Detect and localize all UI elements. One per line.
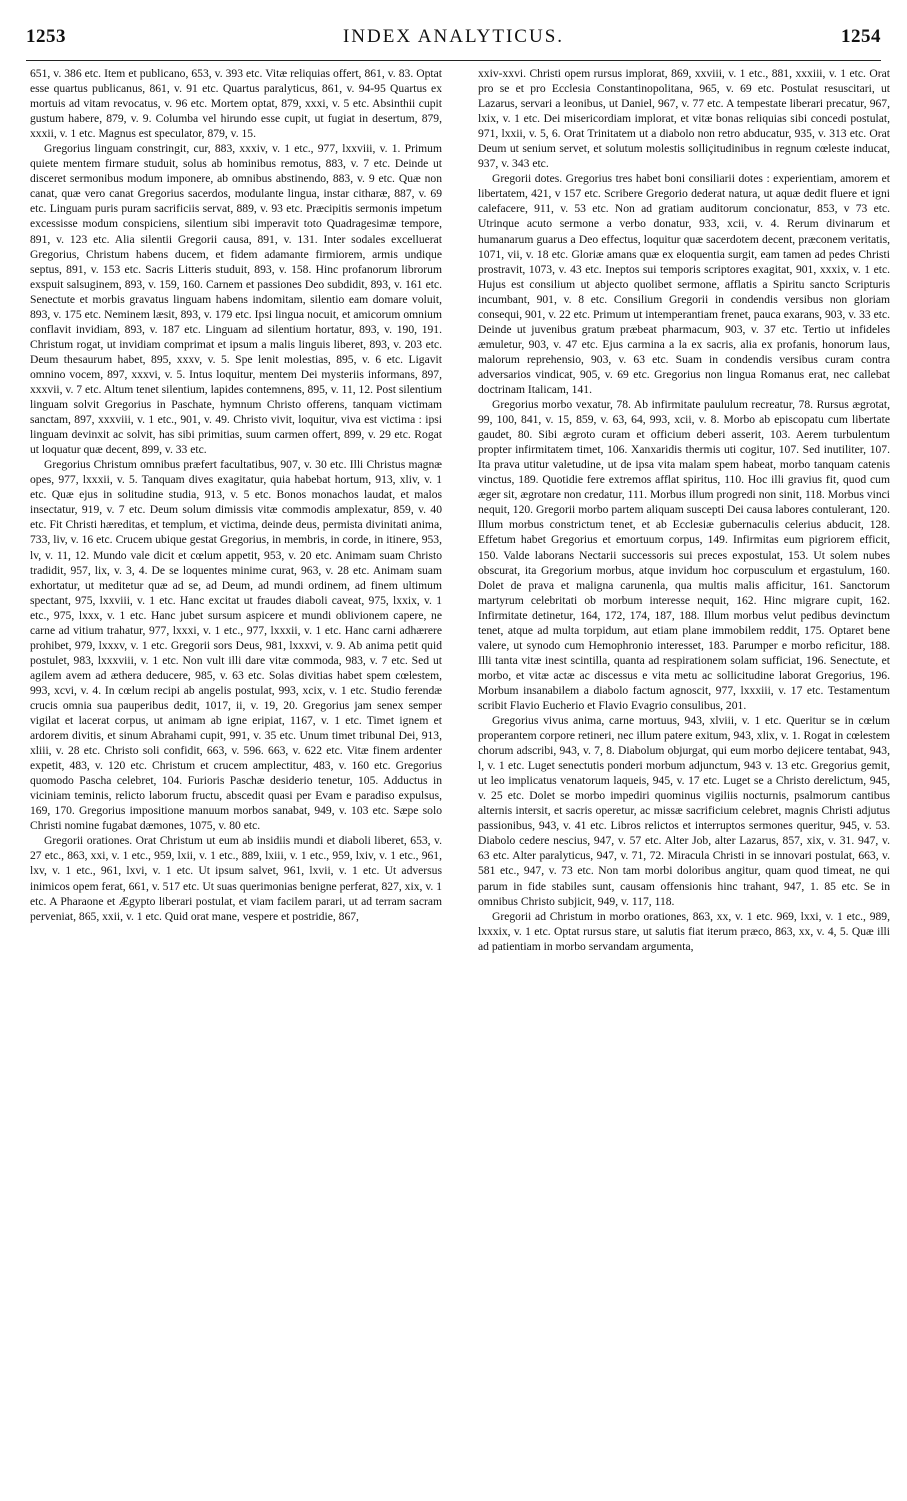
running-title: INDEX ANALYTICUS.: [342, 26, 565, 47]
index-entry: Gregorius vivus anima, carne mortuus, 943, xlviii, v. 1 etc. Queritur se in cœlum properantem corpore retineri, nec illum patere exitum, 943, xlix, v. 1. Rogat in cœlestem chorum adscribi, 943, v. 7, 8. Diabolum objurgat, qui eum morbo dejicere tentabat, 943, l, v. 1 etc. Luget senectutis ponderi morbum adjunctum, 943 v. 13 etc. Gregorius gemit, ut leo implicatus venatorum laqueis, 945, v. 17 etc. Luget se a Christo derelictum, 945, v. 25 etc. Dolet se morbo impediri quominus vigiliis nocturnis, psalmorum cantibus alternis intersit, et sacris operetur, ac missæ sacrificium celebret, magnis Christi adjutus passionibus, 943, v. 41 etc. Libros relictos et interruptos sermones queritur, 945, v. 53. Diabolo cedere nescius, 947, v. 57 etc. Alter Job, alter Lazarus, 857, xix, v. 31. 947, v. 63 etc. Alter paralyticus, 947, v. 71, 72. Miracula Christi in se innovari postulat, 663, v. 581 etc., 947, v. 73 etc. Non tam morbi doloribus angitur, quam quod timeat, ne qui parum in fide stabiles sunt, causam offensionis hinc trahant, 947, 1. 85 etc. Se in omnibus Christo subjicit, 949, v. 117, 118.: [478, 714, 890, 908]
page-number-right: 1254: [841, 26, 881, 47]
right-column: [478, 66, 890, 1486]
index-entry: xxiv-xxvi. Christi opem rursus implorat, 869, xxviii, v. 1 etc., 881, xxxiii, v. 1 etc. Orat pro se et pro Ecclesia Constantinopolitana, 965, v. 69 etc. Postulat resuscitari, ut Lazarus, servari a leonibus, ut Daniel, 967, v. 77 etc. A tempestate liberari precatur, 967, lxix, v. 1 etc. Dei misericordiam implorat, et vitæ bonas reliquias sibi concedi postulat, 971, lxxii, v. 5, 6. Orat Trinitatem ut a diabolo non retro abducatur, 935, v. 313 etc. Orat Deum ut senium servet, et solutum molestis solliçitudinibus in regnum cœleste inducat, 937, v. 343 etc.: [478, 67, 890, 171]
index-entry: Gregorius linguam constringit, cur, 883, xxxiv, v. 1 etc., 977, lxxviii, v. 1. Primum quiete mentem firmare studuit, solus ab hominibus remotus, 883, v. 7 etc. Deinde ut disceret sermonibus modum imponere, ab omnibus abstinendo, 883, v. 9 etc. Quæ non canat, quæ vero canat Gregorius sacerdos, modulante lingua, instar citharæ, 887, v. 69 etc. Linguam puris puram sacrificiis servat, 889, v. 93 etc. Præcipitis sermonis impetum excessisse modum conspiciens, silentium sibi imperavit toto Quadragesimæ tempore, 891, v. 123 etc. Alia silentii Gregorii causa, 891, v. 131. Inter sodales excelluerat Gregorius, Christum habens ducem, et fidem adamante firmiorem, armis undique septus, 891, v. 153 etc. Sacris Litteris studuit, 893, v. 158. Hinc profanorum librorum exspuit salsuginem, 893, v. 159, 160. Carnem et passiones Deo subdidit, 893, v. 161 etc. Senectute et morbis gravatus linguam habens indomitam, silentio eam domare voluit, 893, v. 175 etc. Neminem læsit, 893, v. 179 etc. Ipsi lingua nocuit, et amicorum omnium conflavit invidiam, 893, v. 187 etc. Linguam ad silentium hortatur, 893, v. 190, 191. Christum rogat, ut invidiam comprimat et ipsum a malis linguis liberet, 893, v. 203 etc. Deum thesaurum habet, 895, xxxv, v. 5. Spe lenit molestias, 895, v. 6 etc. Ligavit omnino vocem, 897, xxxvi, v. 5. Intus loquitur, mentem Dei mysteriis informans, 897, xxxvii, v. 7 etc. Altum tenet silentium, lapides contemnens, 895, v. 11, 12. Post silentium linguam solvit Gregorius in Paschate, hymnum Christo offerens, tanquam victimam sanctam, 897, xxxviii, v. 1 etc., 901, v. 49. Christo vivit, loquitur, viva est victima : ipsi linguam devinxit ac solvit, has sibi primitias, suum carmen offert, 899, v. 29 etc. Rogat ut loquatur quæ decent, 899, v. 33 etc.: [30, 142, 442, 457]
index-entry: Gregorii orationes. Orat Christum ut eum ab insidiis mundi et diaboli liberet, 653, v. 27 etc., 863, xxi, v. 1 etc., 959, lxii, v. 1 etc., 889, lxiii, v. 1 etc., 959, lxiv, v. 1 etc., 961, lxv, v. 1 etc., 961, lxvi, v. 1 etc. Ut ipsum salvet, 961, lxvii, v. 1 etc. Ut adversus inimicos opem ferat, 661, v. 517 etc. Ut suas querimonias benigne perferat, 827, xix, v. 1 etc. A Pharaone et Ægypto liberari postulat, et viam facilem parari, ut ad terram sacram perveniat, 865, xxii, v. 1 etc. Quid orat mane, vespere et postridie, 867,: [30, 834, 442, 923]
index-entry: Gregorius Christum omnibus præfert facultatibus, 907, v. 30 etc. Illi Christus magnæ opes, 977, lxxxii, v. 5. Tanquam dives exagitatur, quia habebat hortum, 913, xliv, v. 1 etc. Quæ ejus in solitudine studia, 913, v. 5 etc. Bonos monachos laudat, et malos insectatur, 919, v. 7 etc. Deum solum dimissis vitæ commodis amplexatur, 859, v. 40 etc. Fit Christi hæreditas, et templum, et victima, deinde deus, permista divinitati anima, 733, liv, v. 16 etc. Crucem ubique gestat Gregorius, in membris, in corde, in itinere, 953, lv, v. 11, 12. Mundo vale dicit et cœlum appetit, 953, v. 20 etc. Animam suam Christo tradidit, 957, lix, v. 3, 4. De se loquentes minime curat, 963, v. 28 etc. Animam suam exhortatur, ut meditetur quæ ad se, ad Deum, ad mundi ordinem, ad finem ultimum spectant, 975, lxxviii, v. 1 etc. Hanc excitat ut fraudes diaboli caveat, 975, lxxix, v. 1 etc., 975, lxxx, v. 1 etc. Hanc jubet sursum aspicere et mundi oblivionem capere, ne carne ad vitium trahatur, 977, lxxxi, v. 1 etc., 977, lxxxii, v. 1 etc. Hanc carni adhærere prohibet, 979, lxxxv, v. 1 etc. Gregorii sors Deus, 981, lxxxvi, v. 9. Ab anima petit quid postulet, 983, lxxxviii, v. 1 etc. Non vult illi dare vitæ commoda, 983, v. 7 etc. Sed ut agilem avem ad æthera deducere, 985, v. 63 etc. Solas divitias habet spem cœlestem, 993, xcvi, v. 4. In cœlum recipi ab angelis postulat, 993, xcix, v. 1 etc. Studio ferendæ crucis omnia sua pauperibus dedit, 1017, ii, v. 19, 20. Gregorius jam senex semper vigilat et lacerat corpus, ut animam ab igne eripiat, 1167, v. 1 etc. Timet ignem et ardorem divitis, et sinum Abrahami cupit, 991, v. 35 etc. Unum timet tribunal Dei, 913, xliii, v. 28 etc. Christo soli confidit, 663, v. 596. 663, v. 622 etc. Vitæ finem ardenter expetit, 483, v. 120 etc. Christum et crucem amplectitur, 483, v. 160 etc. Gregorius quomodo Pascha celebret, 104. Furioris Paschæ desiderio tenetur, 105. Adductus in viciniam teminis, relicto laborum fructu, abscedit quasi per Evam e paradiso expulsus, 169, 170. Gregorius impositione manuum morbos sanabat, 949, v. 103 etc. Sæpe solo Christi nomine fugabat dæmones, 1075, v. 80 etc.: [30, 458, 442, 833]
index-entry: Gregorii dotes. Gregorius tres habet boni consiliarii dotes : experientiam, amorem et libertatem, 421, v 157 etc. Scribere Gregorio dederat natura, ut aquæ dedit fluere et igni calefacere, 911, v. 53 etc. Non ad gratiam auditorum concionatur, 853, v 73 etc. Utrinque acuto sermone a verbo donatur, 933, xcii, v. 4. Rerum divinarum et humanarum guarus a Deo effectus, loquitur quæ sacerdotem decent, præconem veritatis, 1071, vii, v. 18 etc. Gloriæ amans quæ ex eloquentia surgit, eam tamen ad pedes Christi prostravit, 1073, v. 43 etc. Ineptos sui temporis scriptores exagitat, 901, xxxix, v. 1 etc. Hujus est consilium ut abjecto quolibet sermone, afflatis a Spiritu sancto Scripturis incumbant, 901, v. 8 etc. Consilium Gregorii in condendis versibus non gloriam consequi, 901, v. 22 etc. Primum ut intemperantiam frenet, pauca exarans, 903, v. 33 etc. Deinde ut juvenibus gratum præbeat pharmacum, 903, v. 37 etc. Tertio ut infideles æmuletur, 903, v. 47 etc. Ejus carmina a la ex sacris, alia ex profanis, honorum laus, malorum reprehensio, 903, v. 63 etc. Suam in condendis versibus curam contra adversarios vindicat, 905, v. 69 etc. Gregorius non lingua Romanus erat, nec callebat doctrinam Italicam, 141.: [478, 172, 890, 396]
index-entry: Gregorii ad Christum in morbo orationes, 863, xx, v. 1 etc. 969, lxxi, v. 1 etc., 989, lxxxix, v. 1 etc. Optat rursus stare, ut salutis fiat iterum præco, 863, xx, v. 4, 5. Quæ illi ad patientiam in morbo servandam argumenta,: [478, 909, 890, 953]
index-entry: 651, v. 386 etc. Item et publicano, 653, v. 393 etc. Vitæ reliquias offert, 861, v. 83. Optat esse quartus publicanus, 861, v. 91 etc. Quartus paralyticus, 861, v. 94-95 Quartus ex mortuis ad vitam revocatus, v. 96 etc. Mortem optat, 879, xxxi, v. 5 etc. Absinthii cupit gustum habere, 879, v. 9. Columba vel hirundo esse cupit, ut fugiat in desertum, 879, xxxii, v. 1 etc. Magnus est speculator, 879, v. 15.: [30, 67, 442, 141]
header-rule: [26, 60, 881, 61]
index-entry: Gregorius morbo vexatur, 78. Ab infirmitate paululum recreatur, 78. Rursus ægrotat, 99, 100, 841, v. 15, 859, v. 63, 64, 993, xcii, v. 8. Morbo ab episcopatu cum libertate gaudet, 80. Sibi ægroto curam et officium deberi asserit, 103. Aerem turbulentum propter infirmitatem timet, 106. Xanxaridis thermis uti cogitur, 107. Sed inutiliter, 107. Ita prava utitur valetudine, ut de ipsa vita malam spem habeat, morbo tanquam catenis vinctus, 189. Quotidie fere extremos afflat spiritus, 110. Hoc illi gravius fit, quod cum æger sit, ægrotare non credatur, 111. Morbus illum progredi non sinit, 118. Morbus vinci nequit, 120. Gregorii morbo partem aliquam suscepti Dei causa labores contulerant, 120. Illum morbus constrictum tenet, et ab Ecclesiæ gubernaculis celerius abducit, 128. Effetum habet Gregorius et emortuum corpus, 149. Infirmitas eum pigriorem efficit, 150. Valde laborans Nectarii successoris sui preces expostulat, 153. Ut solem nubes obscurat, ita Gregorium morbus, atque invidum hoc corpusculum et ergastulum, 160. Dolet de prava et maligna carunenla, qua multis malis afficitur, 161. Sanctorum martyrum celebritati ob morbum interesse nequit, 162. Hinc migrare cupit, 162. Infirmitate detinetur, 164, 172, 174, 187, 188. Illum morbus velut pedibus devinctum tenet, atque ad multa torpidum, aut etiam plane immobilem reddit, 175. Optaret bene valere, ut synodo cum Hemophronio interesset, 183. Parumper e morbo reficitur, 188. Illi tanta vitæ inest scintilla, quanta ad respirationem solam sufficiat, 196. Senectute, et morbo, et vitæ actæ ac discessus e vita metu ac sollicitudine laborat Gregorius, 196. Morbum insanabilem a diabolo factum agnoscit, 977, lxxxiii, v. 17 etc. Testamentum scribit Flavio Eucherio et Flavio Evagrio consulibus, 201.: [478, 398, 890, 712]
page-header: [26, 26, 881, 60]
left-column: [30, 66, 442, 1486]
page-number-left: 1253: [26, 26, 66, 47]
